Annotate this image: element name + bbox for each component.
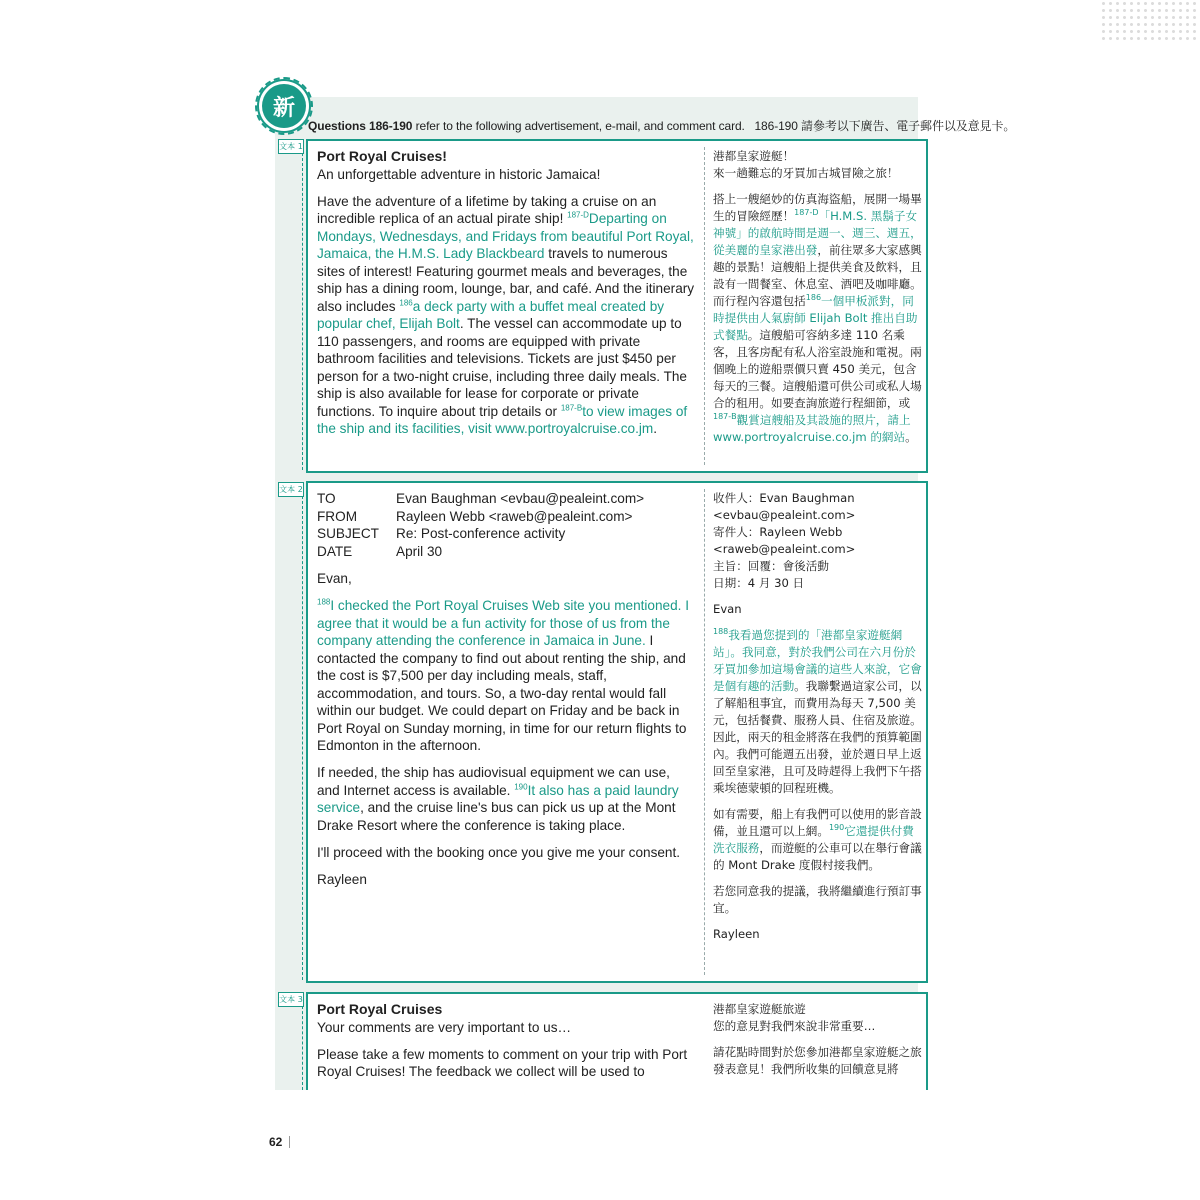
- ad-title: Port Royal Cruises!: [317, 148, 447, 164]
- advertisement-box: [306, 139, 928, 473]
- email-header: [317, 490, 695, 560]
- email-paragraph-1-rest-zh: 。我聯繫過這家公司，以了解船租事宜，而費用為每天 7,500 美元，包括餐費、服務人員、住宿及旅遊。因此，兩天的租金將落在我們的預算範圍內。我們可能週五出發，並於週日早上返回至皇家港，且可及時趕得上我們下午搭乘埃德蒙頓的回程班機。: [713, 679, 922, 795]
- email-paragraph-1: [317, 597, 695, 755]
- email-ref-190: 190: [514, 781, 528, 791]
- comment-paragraph: Please take a few moments to comment on your trip with Port Royal Cruises! The feedback we collect will be used to: [317, 1046, 688, 1079]
- email-ref-188-zh: 188: [713, 627, 729, 637]
- ad-highlight-2: a deck party with a buffet meal created by popular chef, Elijah Bolt: [317, 298, 665, 331]
- email-greeting: Evan,: [317, 571, 352, 586]
- email-highlight-1-zh: 我看過您提到的「港都皇家遊艇網站」。我同意，對於我們公司在六月份於牙買加參加這場會議的這些人來說，它會是個有趣的活動: [713, 628, 922, 693]
- email-paragraph-2-zh: [713, 806, 923, 874]
- ad-body-zh-d: 。: [905, 430, 917, 444]
- email-paragraph-2-a: If needed, the ship has audiovisual equipment we can use, and Internet access is available.: [317, 765, 670, 798]
- email-from-label: FROM: [317, 508, 358, 524]
- page-number: 62: [269, 1135, 283, 1149]
- email-paragraph-1-zh: [713, 627, 923, 797]
- ad-body-d: .: [653, 421, 657, 436]
- email-paragraph-3-zh: 若您同意我的提議，我將繼續進行預訂事宜。: [713, 884, 922, 915]
- ad-ref-187b-zh: 187-B: [713, 412, 737, 422]
- comment-title-zh: 港都皇家遊艇旅遊: [713, 1002, 806, 1016]
- ad-highlight-3-zh: 觀賞這艘船及其設施的照片，請上 www.portroyalcruise.co.jm 的網站: [713, 413, 911, 444]
- email-from-value: Rayleen Webb <raweb@pealeint.com>: [396, 508, 633, 524]
- comment-subtitle: Your comments are very important to us…: [317, 1019, 572, 1035]
- email-to-label: TO: [317, 491, 336, 506]
- text2-tag: 文本 2: [278, 482, 304, 497]
- email-paragraph-1-rest: I contacted the company to find out about renting the ship, and the cost is $7,500 per day including meals, staff, accommodation, and tours. So, a two-day rental would fall within our budget. We could depart on Friday and be back in Port Royal on Sunday morning, in time for our return flights to Edmonton in the afternoon.: [317, 633, 687, 753]
- new-badge-icon: [262, 84, 306, 128]
- email-highlight-2-zh: 它還提供付費洗衣服務: [713, 824, 914, 855]
- questions-intro: [308, 117, 1016, 134]
- email-subject-zh: 主旨：回覆：會後活動: [713, 559, 829, 573]
- comment-title: Port Royal Cruises: [317, 1001, 443, 1017]
- email-highlight-1: I checked the Port Royal Cruises Web site you mentioned. I agree that it would be a fun activity for those of us from the company attending the conference in Jamaica in June.: [317, 598, 690, 648]
- ad-body: [317, 193, 695, 438]
- advertisement-en: [317, 148, 695, 447]
- email-highlight-2: It also has a paid laundry service: [317, 782, 679, 815]
- ad-ref-186-zh: 186: [805, 293, 822, 303]
- comment-card-en: [317, 1001, 695, 1090]
- ad-highlight-1-zh: 「H.M.S. 黑鬍子女神號」的啟航時間是週一、週三、週五，從美麗的皇家港出發: [713, 209, 922, 257]
- email-subject-label: SUBJECT: [317, 526, 379, 541]
- intro-question-range: Questions 186-190: [308, 119, 413, 133]
- ad-body-zh: [713, 191, 923, 446]
- email-to-value: Evan Baughman <evbau@pealeint.com>: [396, 491, 645, 506]
- ad-highlight-3: to view images of the ship and its facilities, visit www.portroyalcruise.co.jm: [317, 403, 688, 436]
- page-number-divider: [289, 1136, 290, 1148]
- email-ref-188: 188: [317, 597, 331, 607]
- ad-ref-187d-zh: 187-D: [794, 208, 819, 218]
- email-paragraph-2-a-zh: 如有需要，船上有我們可以使用的影音設備，並且還可以上網。: [713, 807, 922, 838]
- email-paragraph-2: [317, 764, 695, 834]
- email-from-zh: 寄件人：Rayleen Webb <raweb@pealeint.com>: [713, 525, 856, 556]
- email-subject-value: Re: Post-conference activity: [396, 526, 566, 541]
- ad-subtitle: An unforgettable adventure in historic Jamaica!: [317, 166, 601, 182]
- email-date-value: April 30: [396, 543, 443, 559]
- column-divider: [704, 489, 705, 975]
- text1-tag: 文本 1: [278, 139, 304, 154]
- ad-subtitle-zh: 來一趟難忘的牙買加古城冒險之旅！: [713, 166, 899, 180]
- ad-title-zh: 港都皇家遊艇！: [713, 149, 795, 163]
- comment-card-box: [306, 992, 928, 1090]
- ad-body-zh-c: 。這艘船可容納多達 110 名乘客，且客房配有私人浴室設施和電視。兩個晚上的遊船票價只賣 450 美元，包含每天的三餐。這艘船還可供公司或私人場合的租用。如要查詢旅遊行程細節，或: [713, 328, 922, 410]
- badge-label: 新: [272, 95, 295, 121]
- intro-text: refer to the following advertisement, e-mail, and comment card.: [412, 119, 745, 133]
- text3-tag: 文本 3: [278, 992, 304, 1007]
- comment-paragraph-zh: 請花點時間對於您參加港都皇家遊艇之旅發表意見！我們所收集的回饋意見將: [713, 1045, 922, 1076]
- email-box: [306, 481, 928, 983]
- ad-highlight-2-zh: 一個甲板派對，同時提供由人氣廚師 Elijah Bolt 推出自助式餐點: [713, 294, 918, 342]
- email-ref-190-zh: 190: [828, 823, 845, 833]
- email-en: [317, 490, 695, 898]
- comment-card-zh: [713, 1001, 923, 1087]
- intro-text-zh: 186-190 請參考以下廣告、電子郵件以及意見卡。: [754, 119, 1016, 133]
- email-date-zh: 日期：4 月 30 日: [713, 576, 805, 590]
- ad-body-zh-a: 搭上一艘絕妙的仿真海盜船，展開一場畢生的冒險經歷！: [713, 192, 922, 223]
- email-paragraph-3: I'll proceed with the booking once you give me your consent.: [317, 844, 681, 860]
- email-greeting-zh: Evan: [713, 602, 742, 616]
- comment-subtitle-zh: 您的意見對我們來說非常重要…: [713, 1019, 876, 1033]
- ad-body-zh-b: ，前往眾多大家感興趣的景點！這艘船上提供美食及飲料，且設有一間餐室、休息室、酒吧及咖啡廳。而行程內容還包括: [713, 243, 922, 308]
- ad-highlight-1: Departing on Mondays, Wednesdays, and Fridays from beautiful Port Royal, Jamaica, the H.M.S. Lady Blackbeard: [317, 211, 694, 261]
- email-signature-zh: Rayleen: [713, 927, 760, 941]
- email-to-zh: 收件人：Evan Baughman <evbau@pealeint.com>: [713, 491, 856, 522]
- ad-body-c: . The vessel can accommodate up to 110 passengers, and rooms are equipped with private bathroom facilities and televisions. Tickets are just $450 per person for a two-night cruise, including three daily meals. The ship is also available for lease for corporate or private functions. To inquire about trip details or: [317, 316, 687, 419]
- column-divider: [704, 147, 705, 465]
- ad-ref-187b: 187-B: [560, 402, 583, 412]
- email-signature: Rayleen: [317, 871, 367, 887]
- advertisement-zh: [713, 148, 923, 455]
- ad-ref-186: 186: [399, 297, 413, 307]
- ad-ref-187d: 187-D: [567, 210, 589, 220]
- email-zh: [713, 490, 923, 952]
- email-paragraph-2-b-zh: ，而遊艇的公車可以在舉行會議的 Mont Drake 度假村接我們。: [713, 841, 922, 872]
- corner-dot-pattern: [1100, 0, 1200, 40]
- email-paragraph-2-b: , and the cruise line's bus can pick us up at the Mont Drake Resort where the conference is taking place.: [317, 800, 676, 833]
- email-date-label: DATE: [317, 543, 353, 559]
- ad-body-a: Have the adventure of a lifetime by taking a cruise on an incredible replica of an actual pirate ship!: [317, 193, 657, 226]
- ad-body-b: travels to numerous sites of interest! Featuring gourmet meals and beverages, the ship has a dining room, lounge, bar, and café. And the itinerary also includes: [317, 246, 695, 314]
